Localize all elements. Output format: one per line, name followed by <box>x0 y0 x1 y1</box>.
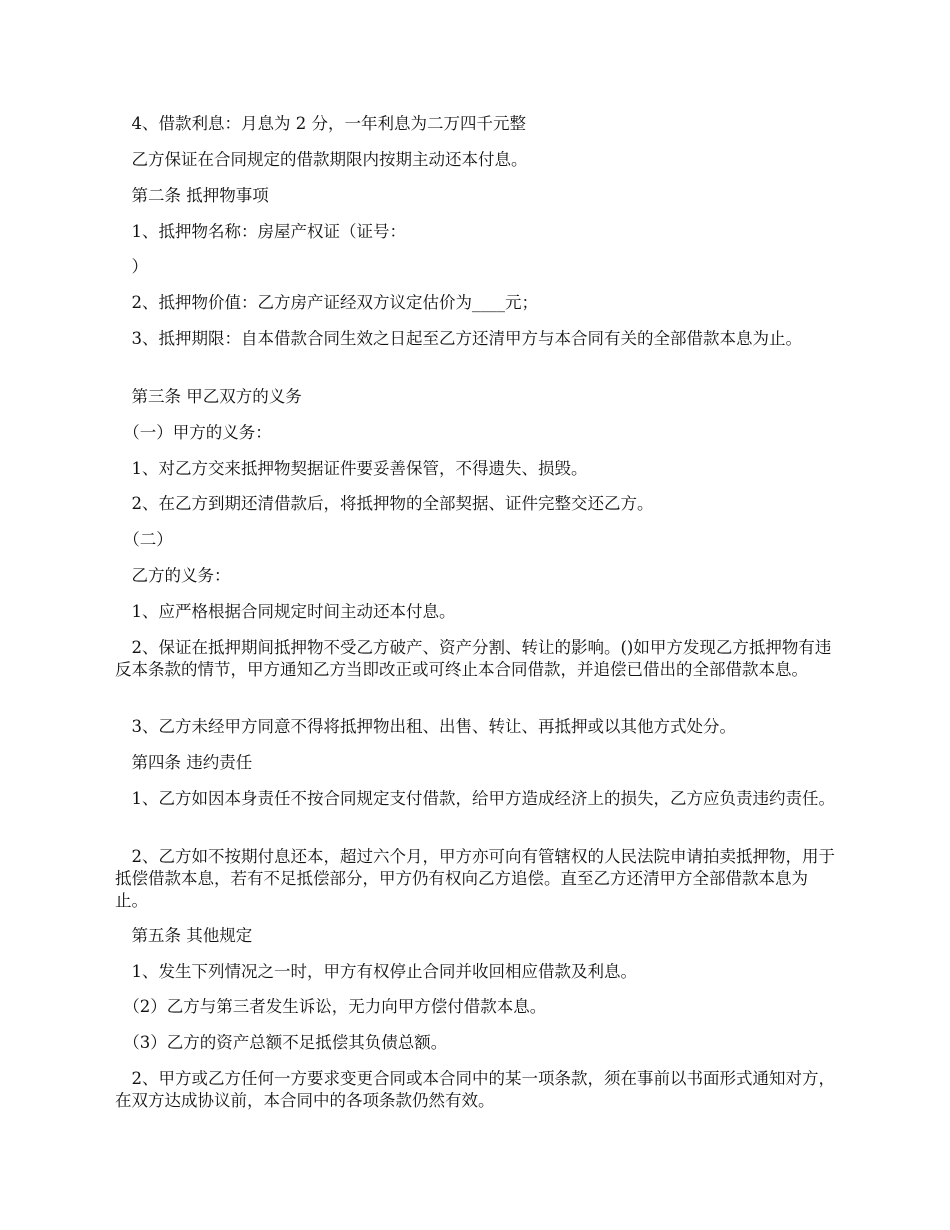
paragraph: ） <box>115 257 148 276</box>
paragraph: 1、发生下列情况之一时，甲方有权停止合同并收回相应借款及利息。 <box>115 962 637 981</box>
paragraph: 乙方保证在合同规定的借款期限内按期主动还本付息。 <box>115 150 528 169</box>
paragraph: 2、保证在抵押期间抵押物不受乙方破产、资产分割、转让的影响。()如甲方发现乙方抵押物有违反本条款的情节，甲方通知乙方当即改正或可终止本合同借款，并追偿已借出的全部借款本息。 <box>115 638 832 679</box>
paragraph: 2、在乙方到期还清借款后，将抵押物的全部契据、证件完整交还乙方。 <box>115 494 654 513</box>
paragraph: （一）甲方的义务： <box>115 423 272 442</box>
paragraph: 乙方的义务： <box>115 566 231 585</box>
section-heading: 第五条 其他规定 <box>115 926 253 945</box>
paragraph: （2）乙方与第三者发生诉讼，无力向甲方偿付借款本息。 <box>115 997 547 1016</box>
paragraph: 1、乙方如因本身责任不按合同规定支付借款，给甲方造成经济上的损失，乙方应负责违约责任。 <box>115 789 835 808</box>
paragraph: 2、乙方如不按期付息还本，超过六个月，甲方亦可向有管辖权的人民法院申请拍卖抵押物，用于抵偿借款本息，若有不足抵偿部分，甲方仍有权向乙方追偿。直至乙方还清甲方全部借款本息为止。 <box>115 847 835 910</box>
paragraph: 1、应严格根据合同规定时间主动还本付息。 <box>115 602 456 621</box>
paragraph: 4、借款利息：月息为 2 分，一年利息为二万四千元整 <box>115 114 526 133</box>
paragraph: （3）乙方的资产总额不足抵偿其负债总额。 <box>115 1033 448 1052</box>
paragraph: 2、抵押物价值：乙方房产证经双方议定估价为____元； <box>115 293 538 312</box>
paragraph: 1、抵押物名称：房屋产权证（证号： <box>115 222 406 241</box>
paragraph: 3、乙方未经甲方同意不得将抵押物出租、出售、转让、再抵押或以其他方式处分。 <box>115 717 736 736</box>
paragraph: （二） <box>115 530 173 549</box>
section-heading: 第四条 违约责任 <box>115 753 253 772</box>
section-heading: 第三条 甲乙双方的义务 <box>115 387 302 406</box>
paragraph: 3、抵押期限：自本借款合同生效之日起至乙方还清甲方与本合同有关的全部借款本息为止。 <box>115 329 802 348</box>
paragraph: 2、甲方或乙方任何一方要求变更合同或本合同中的某一项条款，须在事前以书面形式通知对方，在双方达成协议前，本合同中的各项条款仍然有效。 <box>115 1069 835 1110</box>
paragraph: 1、对乙方交来抵押物契据证件要妥善保管，不得遗失、损毁。 <box>115 459 588 478</box>
section-heading: 第二条 抵押物事项 <box>115 186 269 205</box>
